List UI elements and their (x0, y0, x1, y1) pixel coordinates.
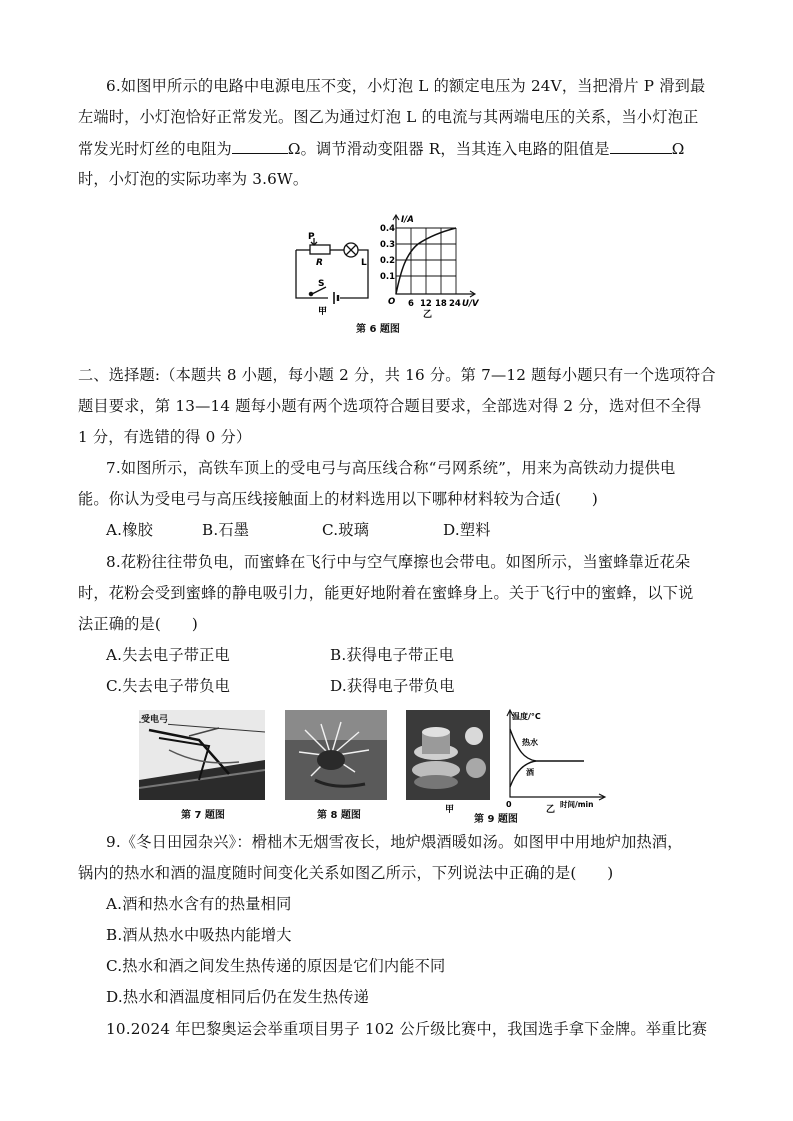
q6-answer-blank-2[interactable] (610, 138, 672, 154)
y-tick-4: 0.4 (380, 224, 396, 234)
label-jia: 甲 (318, 307, 328, 317)
figure-9-caption: 第 9 题图 (474, 814, 518, 825)
graph9-origin: 0 (506, 800, 512, 809)
x-tick-24: 24 (449, 299, 461, 309)
figure-6-caption: 第 6 题图 (356, 324, 400, 335)
graph-origin: O (388, 297, 396, 307)
graph9-x-label: 时间/min (560, 800, 594, 809)
graph9-series-wine: 酒 (526, 768, 534, 777)
figure-9-graph (500, 705, 615, 817)
x-tick-6: 6 (408, 299, 414, 309)
y-tick-3: 0.3 (380, 240, 396, 250)
label-S: S (318, 279, 325, 289)
q6-line-3-part-b: Ω。调节滑动变阻器 R，当其连入电路的阻值是 (287, 140, 610, 158)
figure-8-caption: 第 8 题图 (317, 810, 361, 821)
figure-8-photo (285, 710, 387, 800)
q8-option-b[interactable]: B.获得电子带正电 (330, 646, 455, 664)
section2-line-1: 二、选择题:（本题共 8 小题，每小题 2 分，共 16 分。第 7—12 题每小题只有一个选项符合 (78, 366, 716, 384)
q8-option-c[interactable]: C.失去电子带负电 (106, 677, 231, 695)
photo7-label: 受电弓 (141, 712, 168, 725)
section2-line-3: 1 分，有选错的得 0 分） (78, 428, 252, 446)
x-tick-18: 18 (435, 299, 447, 309)
label-P: P (308, 232, 315, 242)
label-L: L (361, 258, 367, 268)
q9-option-c[interactable]: C.热水和酒之间发生热传递的原因是它们内能不同 (106, 957, 446, 975)
rheostat-symbol (310, 245, 330, 254)
q7-option-a[interactable]: A.橡胶 (106, 521, 153, 539)
section2-line-2: 题目要求，第 13—14 题每小题有两个选项符合题目要求，全部选对得 2 分，选对但不全得 (78, 397, 702, 415)
figure-9-photo (406, 710, 490, 800)
q6-answer-blank-1[interactable] (232, 138, 288, 154)
q6-line-3-part-a: 常发光时灯丝的电阻为 (78, 140, 232, 158)
q8-option-a[interactable]: A.失去电子带正电 (106, 646, 230, 664)
graph-y-label: I/A (401, 215, 414, 225)
figure-7-caption: 第 7 题图 (181, 810, 225, 821)
q8-line-1: 8.花粉往往带负电，而蜜蜂在飞行中与空气摩擦也会带电。如图所示，当蜜蜂靠近花朵 (106, 553, 691, 571)
q6-line-4: 时，小灯泡的实际功率为 3.6W。 (78, 170, 309, 188)
q7-option-c[interactable]: C.玻璃 (322, 521, 370, 539)
graph-x-label: U/V (462, 299, 479, 309)
q10-line-1: 10.2024 年巴黎奥运会举重项目男子 102 公斤级比赛中，我国选手拿下金牌。举重比赛 (106, 1020, 708, 1038)
q6-line-1: 6.如图甲所示的电路中电源电压不变，小灯泡 L 的额定电压为 24V，当把滑片 P 滑到最 (106, 77, 706, 95)
q9-line-1: 9.《冬日田园杂兴》：榾柮木无烟雪夜长，地炉煨酒暖如汤。如图甲中用地炉加热酒， (106, 833, 683, 851)
q9-line-2: 锅内的热水和酒的温度随时间变化关系如图乙所示，下列说法中正确的是( ) (78, 864, 614, 882)
q7-option-d[interactable]: D.塑料 (443, 521, 491, 539)
q8-line-3: 法正确的是( ) (78, 615, 198, 633)
q7-option-b[interactable]: B.石墨 (202, 521, 250, 539)
q9-option-b[interactable]: B.酒从热水中吸热内能增大 (106, 926, 292, 944)
q6-line-3-part-c: Ω (671, 140, 685, 158)
q9-option-d[interactable]: D.热水和酒温度相同后仍在发生热传递 (106, 988, 370, 1006)
x-tick-12: 12 (420, 299, 432, 309)
q6-line-2: 左端时，小灯泡恰好正常发光。图乙为通过灯泡 L 的电流与其两端电压的关系，当小灯泡正 (78, 108, 699, 126)
graph9-series-hot-water: 热水 (522, 738, 538, 747)
q7-line-2: 能。你认为受电弓与高压线接触面上的材料选用以下哪种材料较为合适( ) (78, 490, 599, 508)
q6-line-3 (78, 138, 685, 159)
label-R: R (316, 258, 323, 268)
q8-line-2: 时，花粉会受到蜜蜂的静电吸引力，能更好地附着在蜜蜂身上。关于飞行中的蜜蜂，以下说 (78, 584, 694, 602)
circuit-diagram (296, 238, 368, 304)
y-tick-1: 0.1 (380, 272, 396, 282)
figure-9-label-jia: 甲 (445, 805, 455, 815)
figure-6 (288, 214, 488, 336)
graph9-y-label: 温度/°C (512, 712, 541, 721)
q7-line-1: 7.如图所示，高铁车顶上的受电弓与高压线合称“弓网系统”，用来为高铁动力提供电 (106, 459, 676, 477)
q9-option-a[interactable]: A.酒和热水含有的热量相同 (106, 895, 292, 913)
graph9-label-yi: 乙 (546, 805, 556, 815)
iu-graph (393, 215, 475, 297)
label-yi: 乙 (423, 310, 433, 320)
q8-option-d[interactable]: D.获得电子带负电 (330, 677, 455, 695)
y-tick-2: 0.2 (380, 256, 396, 266)
